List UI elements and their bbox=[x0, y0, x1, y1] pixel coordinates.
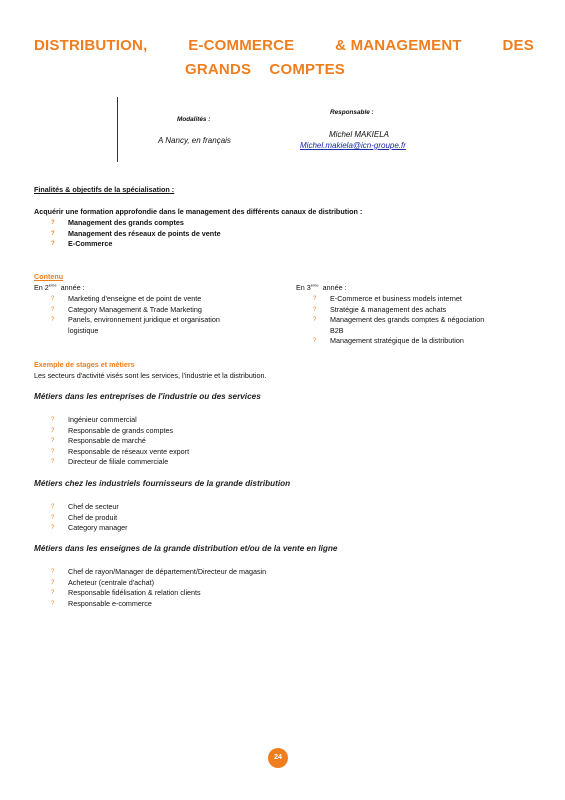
year3-label: En 3ème année : bbox=[296, 282, 347, 292]
title-word: DISTRIBUTION, bbox=[34, 37, 148, 54]
year2-list bbox=[51, 294, 251, 336]
list-item: ? Responsable de réseaux vente export bbox=[51, 446, 190, 456]
bullet-icon: ? bbox=[51, 296, 55, 302]
bullet-icon: ? bbox=[51, 459, 55, 466]
list-item: ? Acheteur (centrale d'achat) bbox=[51, 577, 155, 587]
responsable-label: Responsable : bbox=[330, 109, 374, 116]
list-item: ? Chef de rayon/Manager de département/Directeur de magasin bbox=[51, 567, 267, 576]
bullet-icon: ? bbox=[51, 427, 55, 434]
title-word: E-COMMERCE bbox=[188, 37, 295, 54]
objectives-list bbox=[51, 218, 221, 250]
list-item: ? Chef de secteur bbox=[51, 502, 119, 511]
bullet-icon: ? bbox=[51, 590, 55, 597]
list-item: ? E-Commerce bbox=[51, 239, 113, 249]
title-word: & MANAGEMENT bbox=[335, 37, 462, 54]
objectives-heading: Finalités & objectifs de la spécialisation : bbox=[34, 185, 175, 194]
list-item: ? Management des grands comptes & négociation B2B bbox=[313, 315, 485, 335]
responsable-name: Michel MAKIELA bbox=[329, 130, 390, 139]
contenu-heading: Contenu bbox=[34, 272, 64, 281]
title-word: DES bbox=[502, 37, 534, 54]
bullet-icon: ? bbox=[51, 600, 55, 607]
modalites-value: A Nancy, en français bbox=[158, 136, 231, 145]
page-number-badge: 24 bbox=[268, 748, 288, 768]
year2-label: En 2ème année : bbox=[34, 282, 85, 292]
bullet-icon: ? bbox=[51, 220, 55, 226]
list-item: ? Category Management & Trade Marketing bbox=[51, 304, 202, 314]
bullet-icon: ? bbox=[51, 230, 55, 237]
metiers-list bbox=[51, 415, 189, 468]
bullet-icon: ? bbox=[51, 579, 55, 586]
bullet-icon: ? bbox=[51, 417, 55, 423]
bullet-icon: ? bbox=[313, 296, 317, 302]
bullet-icon: ? bbox=[51, 241, 55, 248]
list-item: ? Responsable de grands comptes bbox=[51, 425, 174, 435]
title-word: GRANDS bbox=[185, 61, 252, 78]
bullet-icon: ? bbox=[51, 504, 55, 510]
list-item: ? Responsable e-commerce bbox=[51, 598, 152, 608]
list-item: ? Category manager bbox=[51, 523, 128, 533]
stages-heading: Exemple de stages et métiers bbox=[34, 360, 135, 369]
metiers-heading: Métiers dans les enseignes de la grande distribution et/ou de la vente en ligne bbox=[34, 544, 338, 553]
bullet-icon: ? bbox=[51, 514, 55, 521]
list-item: ? Marketing d'enseigne et de point de vente bbox=[51, 294, 202, 303]
list-item: ? Stratégie & management des achats bbox=[313, 304, 447, 314]
list-item: ? Management des grands comptes bbox=[51, 218, 184, 227]
bullet-icon: ? bbox=[51, 569, 55, 575]
page-title-line1 bbox=[34, 34, 534, 57]
list-item: ? Chef de produit bbox=[51, 512, 118, 522]
metiers-heading: Métiers chez les industriels fournisseurs de la grande distribution bbox=[34, 479, 291, 488]
bullet-icon: ? bbox=[313, 317, 317, 324]
list-item: ? Responsable fidélisation & relation clients bbox=[51, 588, 201, 598]
bullet-icon: ? bbox=[51, 306, 55, 313]
metiers-heading: Métiers dans les entreprises de l'industrie ou des services bbox=[34, 392, 261, 401]
title-word: COMPTES bbox=[269, 61, 345, 78]
stages-text: Les secteurs d'activité visés sont les services, l'industrie et la distribution. bbox=[34, 371, 267, 380]
bullet-icon: ? bbox=[51, 438, 55, 445]
list-item: ? Management des réseaux de points de vente bbox=[51, 228, 221, 238]
list-item: ? E-Commerce et business models internet bbox=[313, 294, 462, 303]
metiers-list bbox=[51, 502, 128, 534]
list-item: ? Directeur de filiale commerciale bbox=[51, 457, 169, 467]
year3-list bbox=[313, 294, 498, 347]
bullet-icon: ? bbox=[313, 338, 317, 345]
info-divider bbox=[117, 97, 118, 162]
list-item: ? Responsable de marché bbox=[51, 436, 146, 446]
page-title-line2 bbox=[185, 58, 345, 81]
bullet-icon: ? bbox=[51, 525, 55, 532]
list-item: ? Panels, environnement juridique et organisation logistique bbox=[51, 315, 220, 335]
bullet-icon: ? bbox=[51, 448, 55, 455]
modalites-label: Modalités : bbox=[177, 116, 211, 123]
responsable-email-link[interactable]: Michel.makiela@icn-groupe.fr bbox=[300, 141, 406, 150]
list-item: ? Ingénieur commercial bbox=[51, 415, 137, 424]
objectives-intro: Acquérir une formation approfondie dans le management des différents canaux de distribution : bbox=[34, 207, 363, 216]
metiers-list bbox=[51, 567, 266, 609]
list-item: ? Management stratégique de la distribution bbox=[313, 336, 464, 346]
bullet-icon: ? bbox=[51, 317, 55, 324]
bullet-icon: ? bbox=[313, 306, 317, 313]
